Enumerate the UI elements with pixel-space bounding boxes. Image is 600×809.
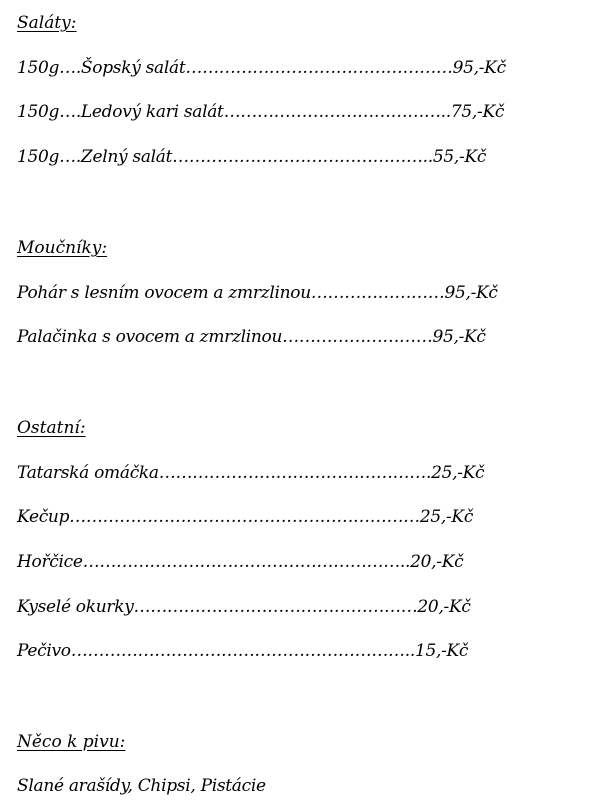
menu-item-pecivo: Pečivo……………………………………………………..15,-Kč: [17, 641, 469, 661]
menu-item-zelny-salat: 150g….Zelný salát………………………………………..55,-Kč: [17, 147, 487, 167]
menu-item-tatarska-omacka: Tatarská omáčka………………………………………….25,-Kč: [17, 463, 485, 483]
menu-item-sopsky-salat: 150g….Šopský salát…………………………………………95,-Kč: [17, 58, 506, 78]
menu-item-snacks: Slané arašídy, Chipsi, Pistácie: [17, 776, 266, 796]
menu-item-palacinka: Palačinka s ovocem a zmrzlinou………………………95,-Kč: [17, 327, 486, 347]
menu-item-kecup: Kečup………………………………………………………25,-Kč: [17, 507, 474, 527]
menu-item-ledovy-kari-salat: 150g….Ledový kari salát…………………………………..75,-Kč: [17, 102, 505, 122]
section-heading-salaty: Saláty:: [17, 13, 77, 33]
menu-item-kysele-okurky: Kyselé okurky……………………………………………20,-Kč: [17, 597, 471, 617]
section-heading-neco-k-pivu: Něco k pivu:: [17, 732, 126, 752]
section-heading-ostatni: Ostatní:: [17, 418, 86, 438]
menu-item-horcice: Hořčice…………………………………………………..20,-Kč: [17, 552, 464, 572]
section-heading-moucniky: Moučníky:: [17, 238, 108, 258]
menu-item-pohar: Pohár s lesním ovocem a zmrzlinou……………………95,-Kč: [17, 283, 498, 303]
